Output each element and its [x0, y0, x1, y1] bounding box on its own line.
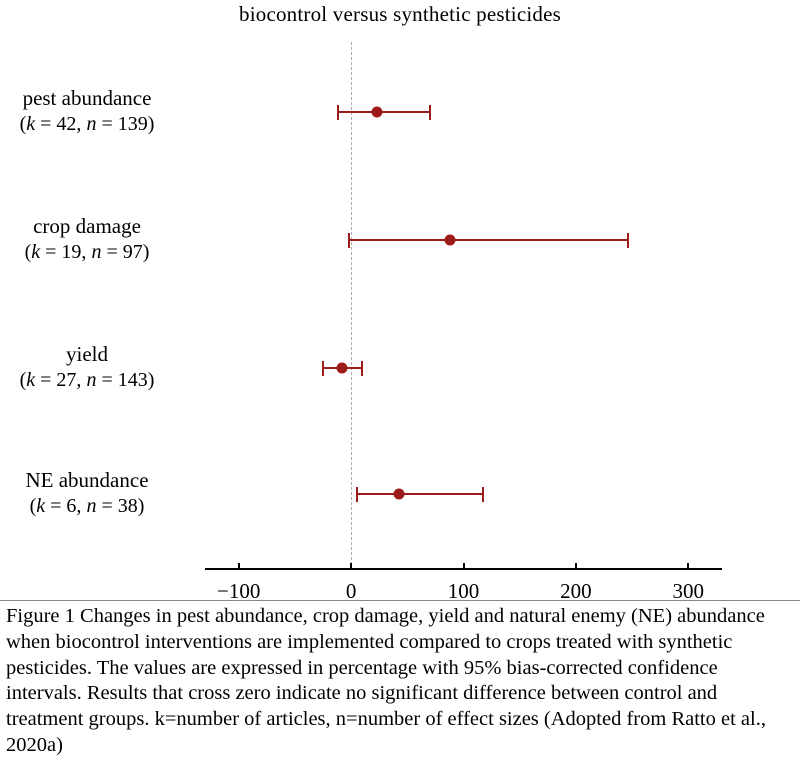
row-label-text: pest abundance [22, 86, 152, 110]
x-axis-tick [238, 563, 240, 570]
row-label-sample-size: (k = 42, n = 139) [19, 112, 155, 135]
row-label-ne-abundance [0, 468, 192, 518]
plot-area [205, 42, 722, 603]
x-axis-tick [687, 563, 689, 570]
caption-divider [0, 600, 800, 601]
confidence-interval-cap [356, 487, 358, 502]
effect-estimate-point [337, 363, 348, 374]
row-label-sample-size: (k = 19, n = 97) [24, 240, 150, 263]
row-label-text: crop damage [33, 214, 141, 238]
confidence-interval-line [357, 493, 483, 495]
row-label-sample-size: (k = 6, n = 38) [29, 494, 145, 517]
row-label-yield [0, 342, 192, 392]
confidence-interval-line [349, 239, 628, 241]
row-label-sample-size: (k = 27, n = 143) [19, 368, 155, 391]
x-axis-tick-label: −100 [217, 579, 261, 603]
confidence-interval-cap [361, 361, 363, 376]
confidence-interval-cap [348, 233, 350, 248]
zero-reference-line [351, 42, 352, 570]
confidence-interval-cap [337, 105, 339, 120]
row-label-pest-abundance [0, 86, 192, 136]
row-label-text: NE abundance [25, 468, 149, 492]
chart-title: biocontrol versus synthetic pesticides [239, 2, 561, 26]
confidence-interval-line [338, 111, 430, 113]
x-axis-tick-label: 0 [345, 579, 357, 603]
confidence-interval-cap [627, 233, 629, 248]
x-axis-tick-label: 300 [672, 579, 705, 603]
figure-caption: Figure 1 Changes in pest abundance, crop damage, yield and natural enemy (NE) abundance when biocontrol interventions are implemented compared to crops treated with synthetic pesticides. The values are expressed in percentage with 95% bias-corrected confidence intervals. Results that cross zero indicate no significant difference between control and treatment groups. k=number of articles, n=number of effect sizes (Adopted from Ratto et al., 2020a) [6, 605, 766, 757]
x-axis-tick [350, 563, 352, 570]
effect-estimate-point [394, 489, 405, 500]
effect-estimate-point [371, 107, 382, 118]
confidence-interval-cap [429, 105, 431, 120]
x-axis-tick-label: 200 [560, 579, 592, 603]
confidence-interval-cap [322, 361, 324, 376]
confidence-interval-cap [482, 487, 484, 502]
row-label-crop-damage [0, 214, 192, 264]
row-label-text: yield [66, 342, 108, 366]
effect-estimate-point [445, 235, 456, 246]
x-axis-tick [575, 563, 577, 570]
x-axis-tick-label: 100 [447, 579, 480, 603]
x-axis-tick [463, 563, 465, 570]
